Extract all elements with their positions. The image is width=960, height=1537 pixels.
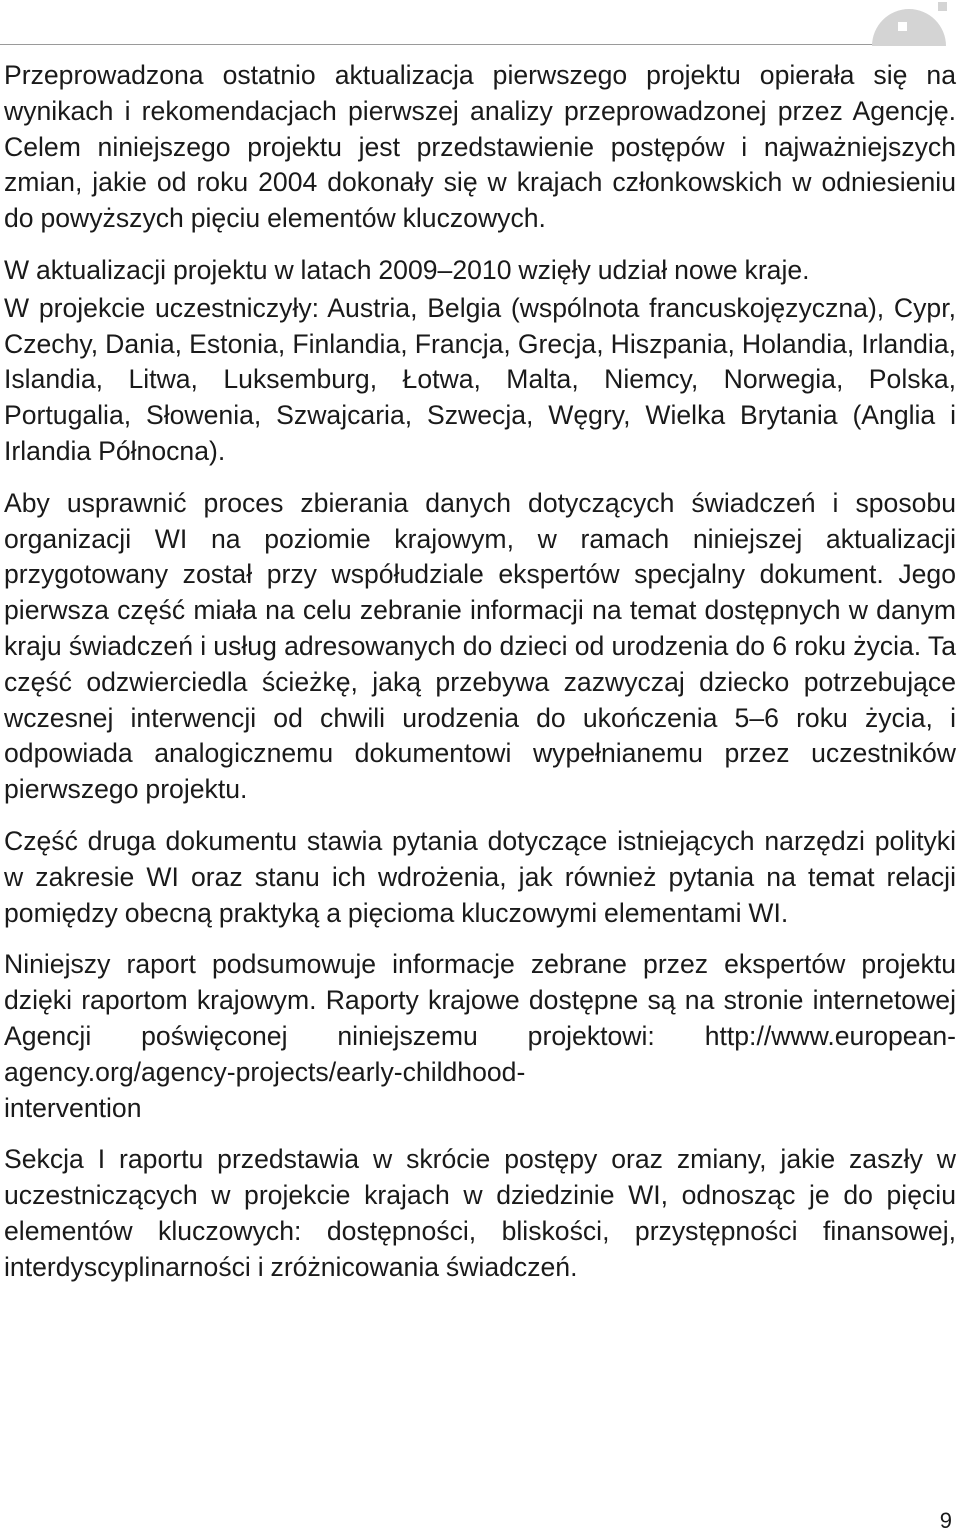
paragraph-part-two: Część druga dokumentu stawia pytania dotyczące istniejących narzędzi polityki w zakresie WI oraz stanu ich wdrożenia, jak również pytania na temat relacji pomiędzy obecną praktyką a pięcioma kluczowymi elementami WI. — [4, 825, 956, 928]
paragraph-new-countries: W aktualizacji projektu w latach 2009–2010 wzięły udział nowe kraje. — [4, 254, 810, 285]
paragraph-section-one: Sekcja I raportu przedstawia w skrócie postępy oraz zmiany, jakie zaszły w uczestniczących w projekcie krajach w dziedzinie WI, odnosząc je do pięciu elementów kluczowych: dostępności, bliskości, przystępności finansowej, interdyscyplinarności i zróżnicowania świadczeń. — [4, 1144, 956, 1282]
agency-project-link[interactable]: http://www.european-agency.org/agency-projects/early-childhood- — [4, 1020, 957, 1087]
paragraph-project-update: Przeprowadzona ostatnio aktualizacja pierwszego projektu opierała się na wynikach i rekomendacjach pierwszej analizy przeprowadzonej przez Agencję. Celem niniejszego projektu jest przedstawienie postępów i najważniejszych zmian, jakie od roku 2004 dokonały się w krajach członkowskich w odniesieniu do powyższych pięciu elementów kluczowych. — [4, 60, 956, 234]
agency-project-link-continued[interactable]: intervention — [4, 1092, 142, 1123]
header-rule — [0, 44, 878, 45]
paragraph-report-summary — [4, 947, 956, 1126]
document-body — [4, 58, 956, 1286]
paragraph-participants: W projekcie uczestniczyły: Austria, Belgia (wspólnota francuskojęzyczna), Cypr, Czechy, Dania, Estonia, Finlandia, Francja, Grecja, Hiszpania, Holandia, Irlandia, Islandia, Litwa, Luksemburg, Łotwa, Malta, Niemcy, Norwegia, Polska, Portugalia, Słowenia, Szwajcaria, Szwecja, Węgry, Wielka Brytania (Anglia i Irlandia Północna). — [4, 292, 956, 466]
report-summary-text: Niniejszy raport podsumowuje informacje zebrane przez ekspertów projektu dzięki raportom krajowym. Raporty krajowe dostępne są na stronie internetowej Agencji poświęconej niniejszemu projektowi: — [4, 949, 956, 1051]
page-number: 9 — [939, 1508, 952, 1533]
paragraph-data-collection: Aby usprawnić proces zbierania danych dotyczących świadczeń i sposobu organizacji WI na poziomie krajowym, w ramach niniejszej aktualizacji przygotowany został przy współudziale ekspertów specjalny dokument. Jego pierwsza część miała na celu zebranie informacji na temat dostępnych w danym kraju świadczeń i usług adresowanych do dzieci od urodzenia do 6 roku życia. Ta część odzwierciedla ścieżkę, jaką przebywa zazwyczaj dziecko potrzebujące wczesnej interwencji od chwili urodzenia do ukończenia 5–6 roku życia, i odpowiada analogicznemu dokumentowi wypełnianemu przez uczestników pierwszego projektu. — [4, 487, 956, 805]
agency-logo-icon — [868, 0, 950, 46]
